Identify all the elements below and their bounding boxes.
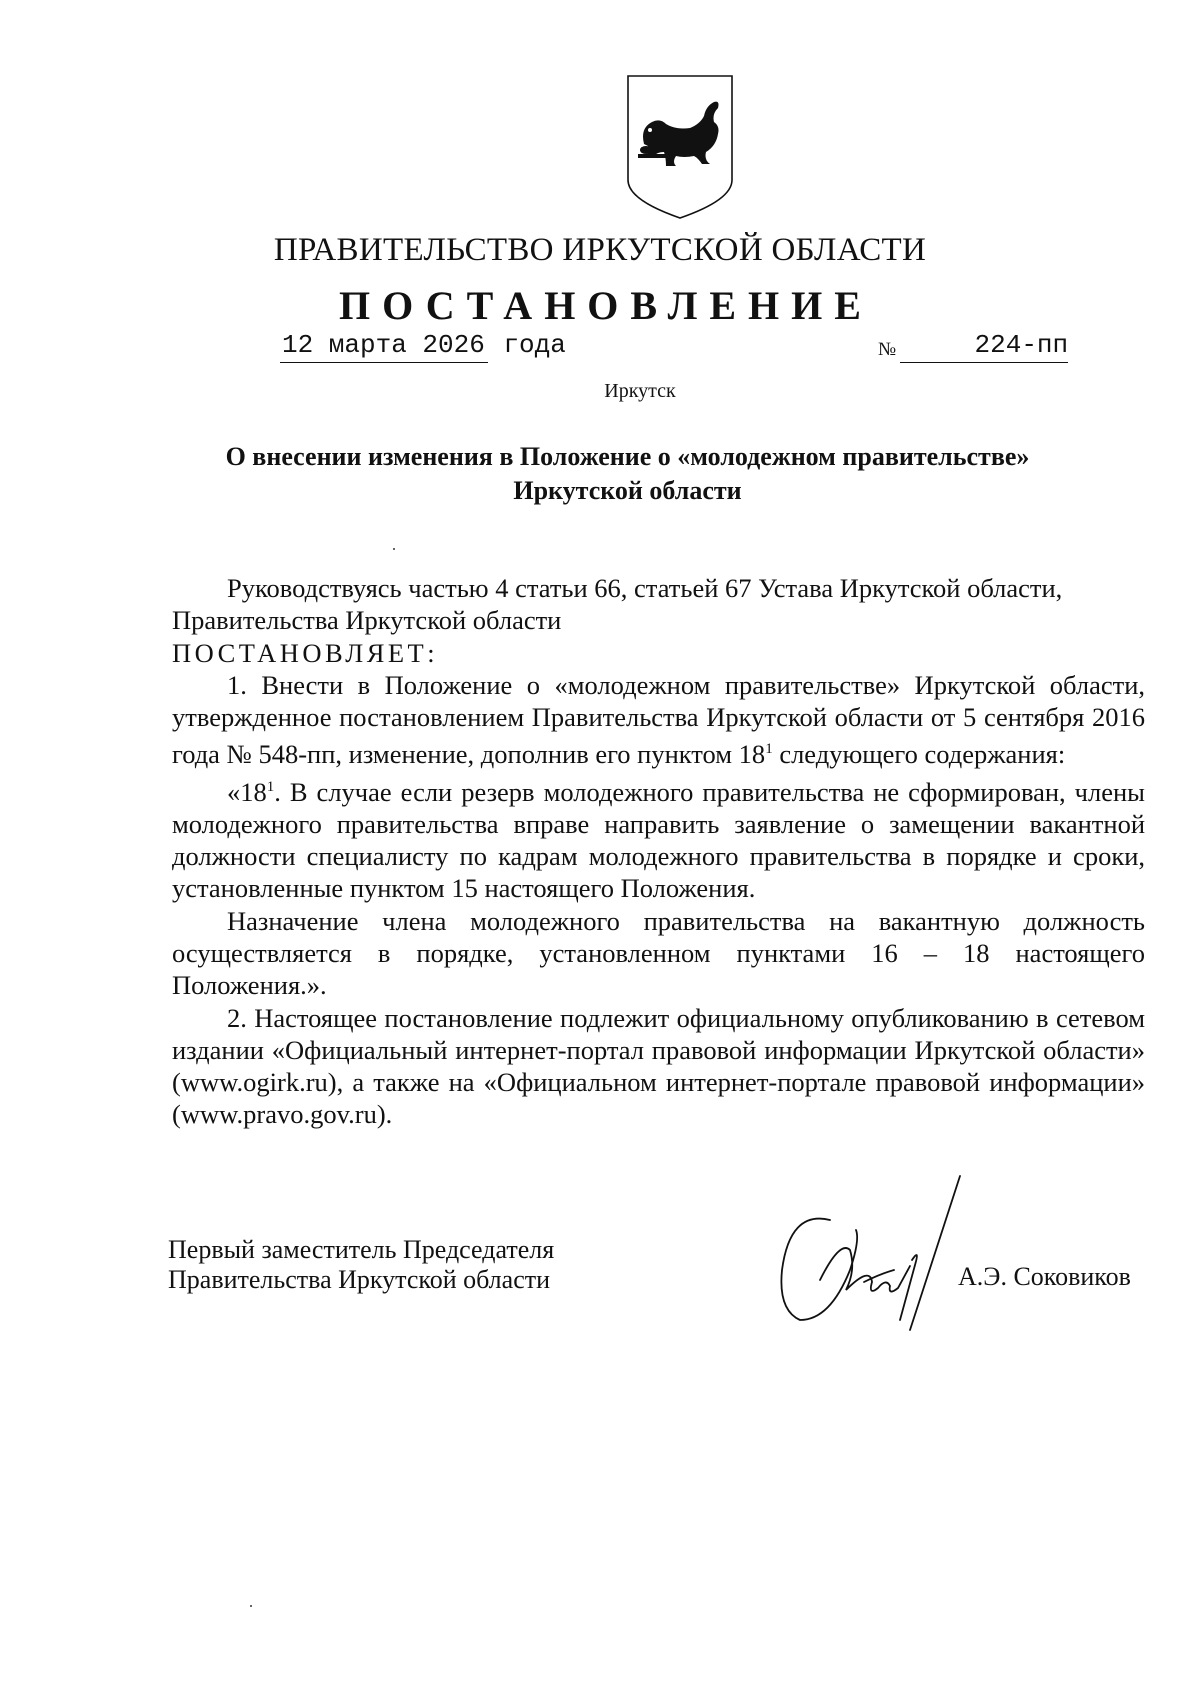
quoted-clause <box>172 771 1145 905</box>
coat-of-arms-icon <box>620 72 740 222</box>
position-line-2: Правительства Иркутской области <box>168 1265 551 1294</box>
document-date <box>280 330 566 363</box>
date-value: 12 марта 2026 <box>280 330 488 363</box>
subject-line-2: Иркутской области <box>513 476 742 505</box>
document-body <box>172 572 1145 1131</box>
quote-text: . В случае если резерв молодежного правительства не сформирован, члены молодежного правительства вправе направить заявление о замещении вакантной должности специалисту по кадрам молодежного правительства в порядке и сроки, установленные пунктом 15 настоящего Положения. <box>172 776 1145 904</box>
scan-speck <box>393 548 395 550</box>
quoted-clause-2: Назначение члена молодежного правительства на вакантную должность осуществляется в порядке, установленном пунктами 16 – 18 настоящего Положения.». <box>172 905 1145 1001</box>
item-1-tail: следующего содержания: <box>772 739 1066 770</box>
government-name: ПРАВИТЕЛЬСТВО ИРКУТСКОЙ ОБЛАСТИ <box>273 232 927 268</box>
quote-open: «18 <box>227 776 267 807</box>
scan-speck <box>250 1605 252 1607</box>
document-number <box>878 330 1068 363</box>
subject-line-1: О внесении изменения в Положение о «молодежном правительстве» <box>225 442 1030 471</box>
resolves-heading: ПОСТАНОВЛЯЕТ: <box>172 637 439 668</box>
item-2: 2. Настоящее постановление подлежит официальному опубликованию в сетевом издании «Официальный интернет-портал правовой информации Иркутской области» (www.ogirk.ru), а также на «Официальном интернет-портале правовой информации» (www.pravo.gov.ru). <box>172 1002 1145 1130</box>
handwritten-signature-icon <box>760 1170 980 1350</box>
item-1 <box>172 669 1145 771</box>
preamble-line-1: Руководствуясь частью 4 статьи 66, статьей 67 Устава Иркутской области, <box>227 573 1063 603</box>
signer-position <box>168 1235 554 1295</box>
number-value: 224-пп <box>900 330 1068 363</box>
quote-superscript: 1 <box>266 778 275 795</box>
item-1-superscript: 1 <box>765 741 773 758</box>
date-suffix: года <box>503 330 566 360</box>
item-1-text: 1. Внести в Положение о «молодежном правительстве» Иркутской области, утвержденное постановлением Правительства Иркутской области от 5 сентября 2016 года № 548-пп, изменение, дополнив его пунктом 18 <box>172 669 1145 770</box>
number-sign: № <box>878 339 897 360</box>
document-subject <box>175 440 1080 508</box>
position-line-1: Первый заместитель Председателя <box>168 1235 555 1264</box>
document-city: Иркутск <box>604 380 676 402</box>
signer-name: А.Э. Соковиков <box>958 1262 1131 1291</box>
document-type: ПОСТАНОВЛЕНИЕ <box>339 283 873 328</box>
preamble-line-2: Правительства Иркутской области <box>172 605 562 636</box>
